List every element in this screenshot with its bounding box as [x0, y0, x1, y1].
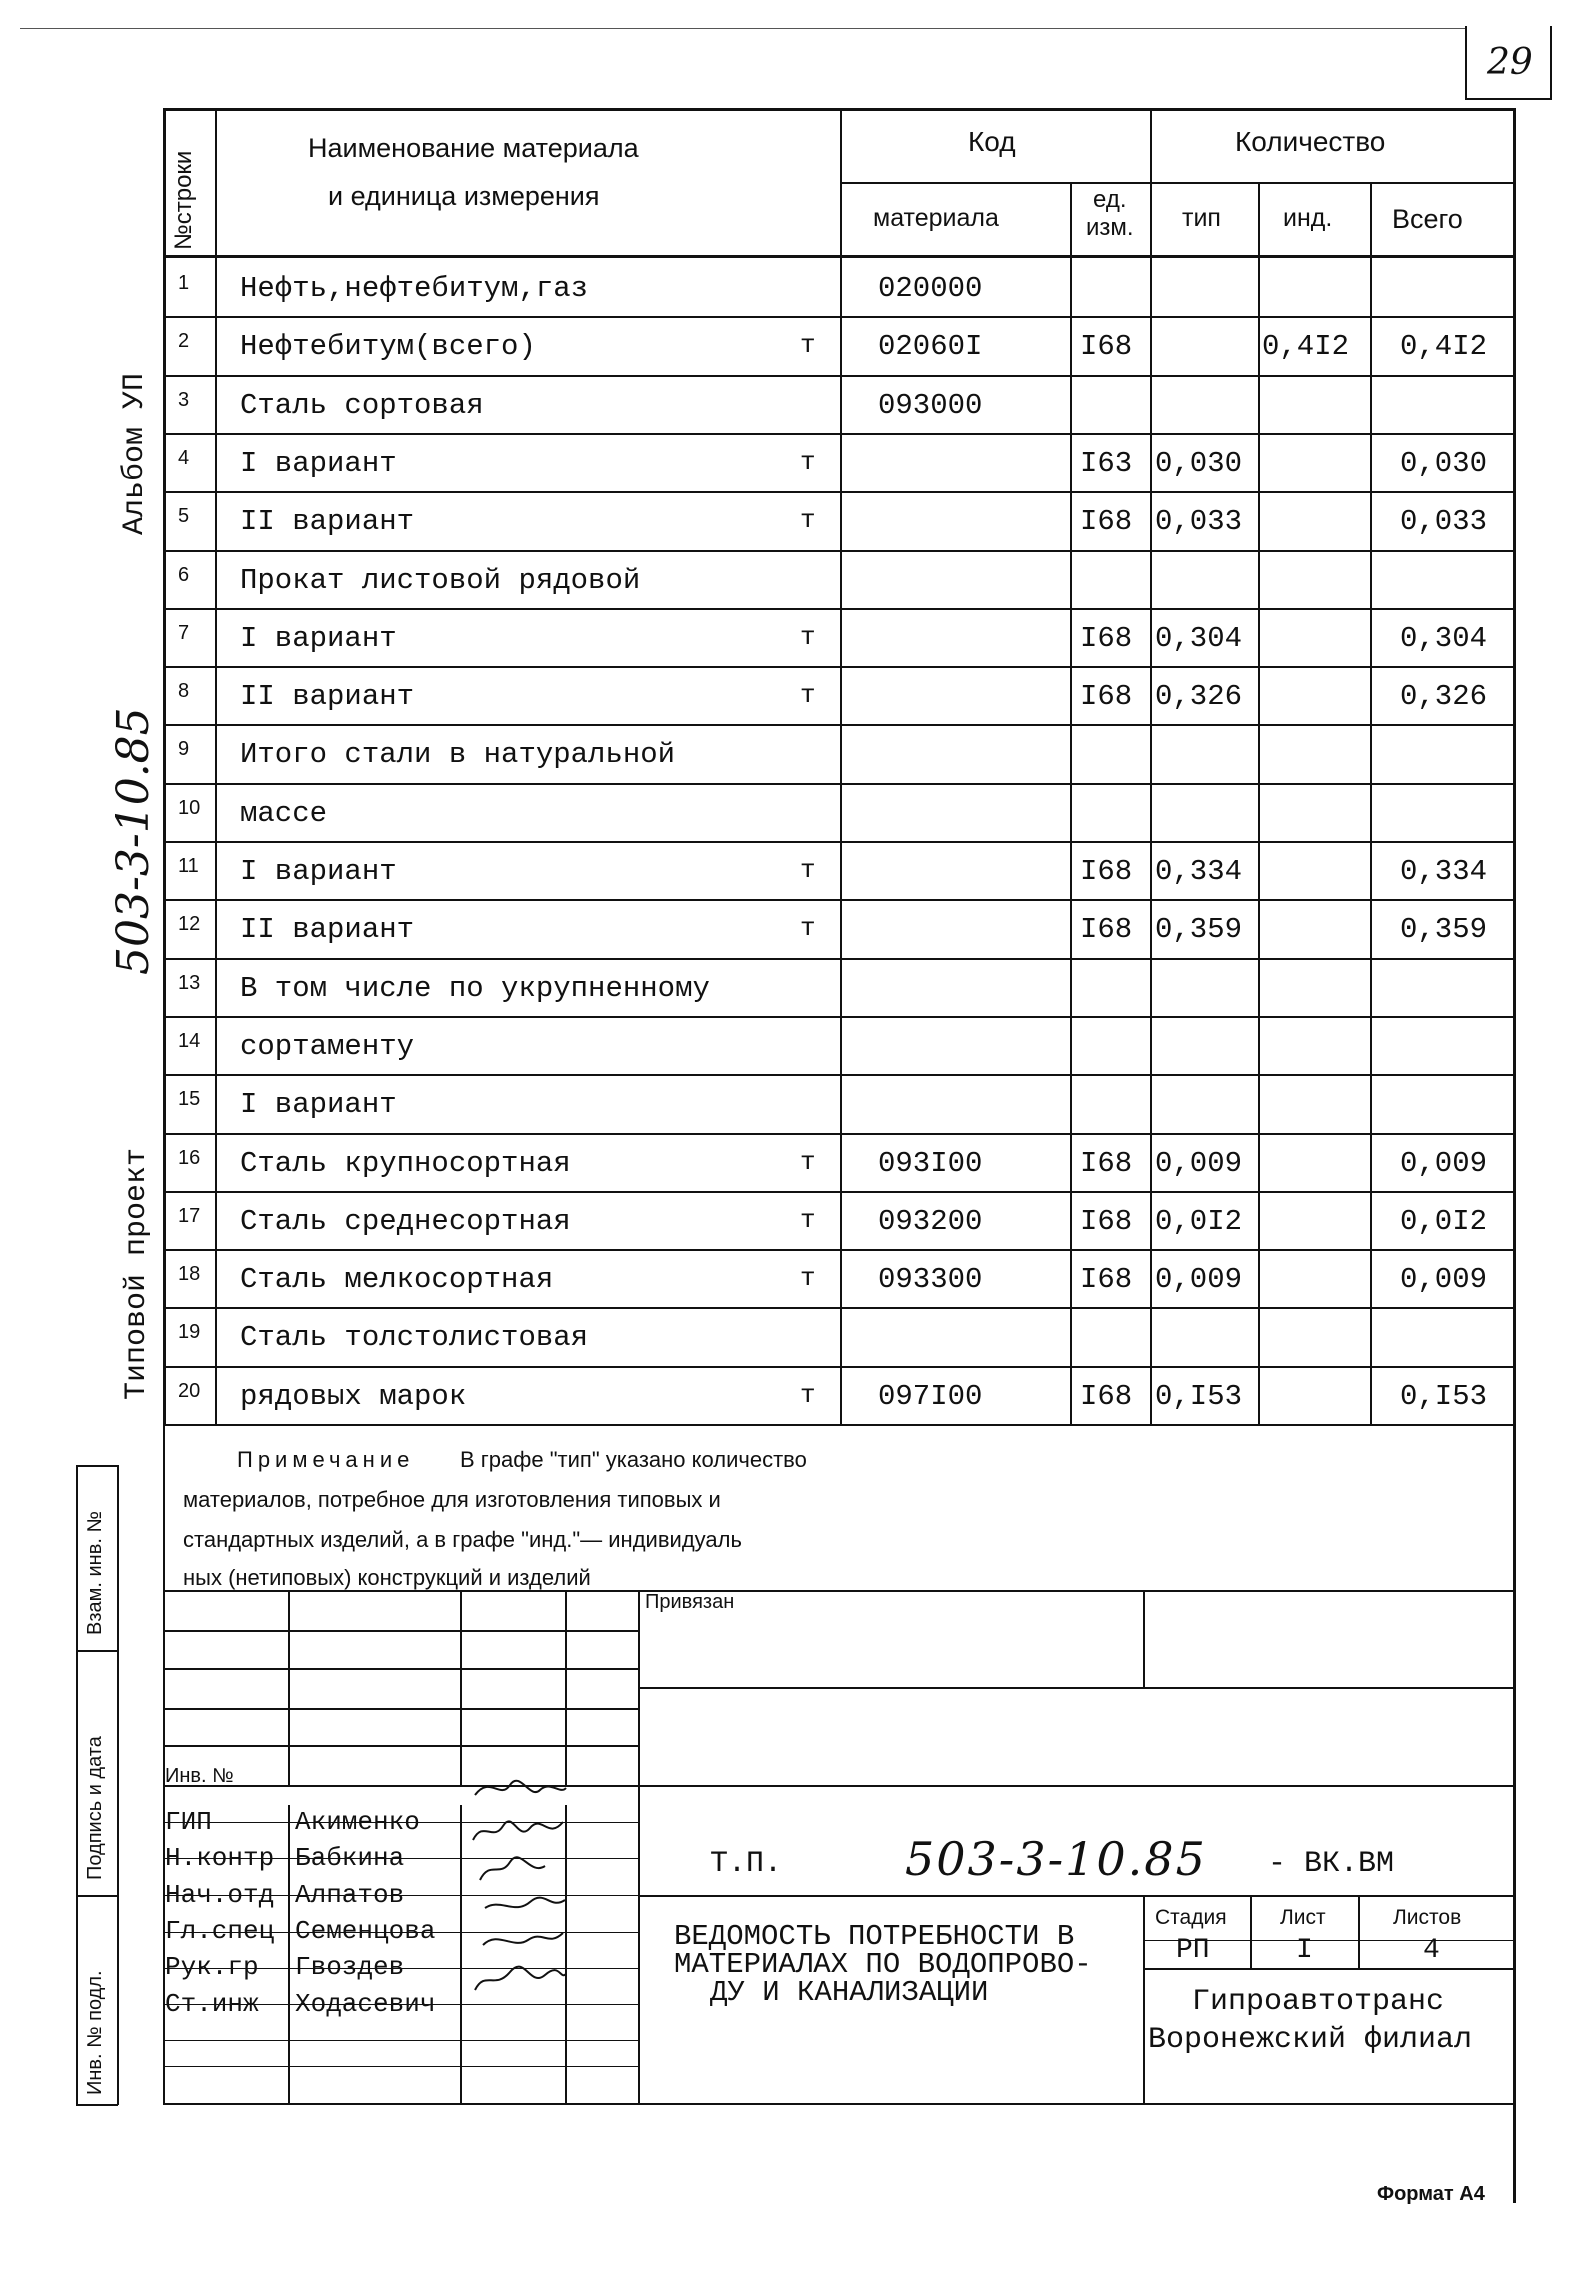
row-number: 14 [178, 1029, 201, 1052]
staff-name: Семенцова [295, 1915, 436, 1946]
row-number: 1 [178, 272, 190, 294]
signature-alpatov [475, 1850, 555, 1890]
row-number: 19 [178, 1321, 201, 1344]
signature-gvozdev [478, 1925, 568, 1955]
unit-code: I68 [1080, 1379, 1133, 1413]
doc-prefix: Т.П. [710, 1847, 783, 1881]
doc-number: 503-3-10.85 [905, 1832, 1207, 1886]
signature-sementsova [480, 1890, 570, 1920]
qty-total: 0,334 [1400, 855, 1488, 888]
unit-code: I68 [1080, 330, 1133, 364]
qty-total: 0,I53 [1400, 1379, 1488, 1413]
material-name: массе [240, 796, 328, 830]
qty-total: 0,359 [1400, 913, 1488, 947]
header-ind: инд. [1283, 204, 1333, 232]
qty-typ: 0,359 [1155, 913, 1243, 947]
staff-name: Акименко [295, 1807, 420, 1837]
privyazan-label: Привязан [645, 1591, 735, 1613]
header-total: Всего [1392, 204, 1463, 234]
row-divider [163, 550, 1515, 552]
unit-of-measure: т [800, 1204, 816, 1235]
row-divider [163, 841, 1515, 843]
row-number: 15 [178, 1088, 201, 1111]
unit-code: I68 [1080, 1146, 1133, 1180]
row-divider [163, 1366, 1515, 1368]
unit-of-measure: т [800, 680, 816, 711]
typical-project-label: Типовой проект [120, 1147, 154, 1400]
signature-khodasevich [470, 1960, 570, 2000]
row-divider [163, 958, 1515, 960]
row-number: 4 [178, 446, 190, 469]
staff-name: Алпатов [295, 1879, 405, 1910]
qty-total: 0,4I2 [1400, 330, 1488, 364]
qty-typ: 0,030 [1155, 446, 1243, 480]
header-material: материала [873, 204, 999, 232]
unit-of-measure: т [800, 621, 816, 652]
staff-name: Гвоздев [295, 1952, 405, 1983]
row-divider [163, 899, 1515, 901]
qty-typ: 0,304 [1155, 621, 1243, 655]
unit-code: I68 [1080, 680, 1133, 714]
row-number: 18 [178, 1263, 201, 1286]
material-name: II вариант [240, 505, 415, 539]
material-code: 097I00 [878, 1379, 983, 1413]
unit-code: I68 [1080, 621, 1133, 655]
material-name: Итого стали в натуральной [240, 738, 676, 772]
material-name: Прокат листовой рядовой [240, 563, 641, 597]
material-name: II вариант [240, 680, 415, 714]
material-name: I вариант [240, 446, 397, 480]
unit-of-measure: т [800, 1379, 816, 1410]
row-number: 2 [178, 330, 190, 353]
row-divider [163, 608, 1515, 610]
stamp-vzam-inv: Взам. инв. № [84, 1511, 106, 1635]
material-name: Сталь мелкосортная [240, 1263, 554, 1297]
signature-akimenko [470, 1770, 570, 1810]
row-divider [163, 1424, 1515, 1426]
row-divider [163, 375, 1515, 377]
page-number: 29 [1487, 42, 1533, 83]
row-number: 8 [178, 680, 190, 703]
row-divider [163, 316, 1515, 318]
qty-total: 0,326 [1400, 680, 1488, 714]
material-name: I вариант [240, 855, 397, 888]
unit-of-measure: т [800, 1146, 816, 1177]
header-unit-line1: ед. [1093, 186, 1127, 213]
material-name: В том числе по укрупненному [240, 971, 710, 1005]
material-code: 02060I [878, 330, 983, 364]
album-label: Альбом УП [118, 372, 152, 535]
note-line4: ных (нетиповых) конструкций и изделий [183, 1565, 591, 1590]
material-name: II вариант [240, 913, 415, 947]
row-number: 9 [178, 738, 190, 761]
material-name: Сталь сортовая [240, 388, 484, 422]
row-divider [163, 783, 1515, 785]
qty-ind: 0,4I2 [1262, 330, 1350, 364]
qty-typ: 0,0I2 [1155, 1204, 1243, 1238]
row-number: 16 [178, 1146, 201, 1169]
staff-role: ГИП [165, 1807, 212, 1837]
row-divider [163, 491, 1515, 493]
material-name: I вариант [240, 1088, 397, 1122]
stamp-inv-podl: Инв. № подл. [84, 1970, 106, 2095]
staff-role: Нач.отд [165, 1879, 275, 1910]
qty-total: 0,0I2 [1400, 1204, 1488, 1238]
row-divider [163, 1016, 1515, 1018]
unit-of-measure: т [800, 505, 816, 536]
qty-total: 0,030 [1400, 446, 1488, 480]
header-quantity: Количество [1235, 126, 1386, 157]
material-code: 020000 [878, 272, 983, 305]
staff-role: Рук.гр [165, 1952, 259, 1983]
unit-of-measure: т [800, 1263, 816, 1294]
row-number: 6 [178, 563, 190, 586]
material-name: Сталь толстолистовая [240, 1321, 589, 1355]
note-lead: Примечание [237, 1447, 415, 1472]
row-number: 3 [178, 388, 190, 411]
row-divider [163, 433, 1515, 435]
note-line1: В графе "тип" указано количество [460, 1447, 807, 1472]
row-number: 17 [178, 1204, 201, 1227]
row-number: 11 [178, 855, 199, 877]
staff-role: Ст.инж [165, 1988, 259, 2019]
unit-code: I68 [1080, 1204, 1133, 1238]
material-name: Нефтебитум(всего) [240, 330, 536, 364]
material-code: 093000 [878, 388, 983, 422]
stage-value: РП [1176, 1935, 1210, 1966]
material-code: 093200 [878, 1204, 983, 1238]
signature-babkina [468, 1812, 568, 1852]
material-name: рядовых марок [240, 1379, 467, 1413]
title-line2: МАТЕРИАЛАХ ПО ВОДОПРОВО- [674, 1948, 1092, 1981]
qty-total: 0,009 [1400, 1146, 1488, 1180]
format-label: Формат А4 [1377, 2183, 1485, 2205]
staff-role: Гл.спец [165, 1915, 275, 1946]
sheets-value: 4 [1423, 1935, 1440, 1966]
row-divider [163, 1133, 1515, 1135]
row-divider [163, 724, 1515, 726]
material-name: Нефть,нефтебитум,газ [240, 272, 589, 305]
qty-typ: 0,I53 [1155, 1379, 1243, 1413]
inv-no-label: Инв. № [165, 1765, 234, 1787]
staff-name: Бабкина [295, 1843, 405, 1874]
qty-typ: 0,033 [1155, 505, 1243, 539]
doc-suffix: - ВК.ВМ [1268, 1847, 1395, 1881]
staff-name: Ходасевич [295, 1988, 436, 2019]
material-name: Сталь среднесортная [240, 1204, 571, 1238]
row-number: 13 [178, 971, 201, 994]
sheets-label: Листов [1393, 1906, 1462, 1929]
header-typ: тип [1182, 204, 1221, 232]
row-divider [163, 1191, 1515, 1193]
row-number: 10 [178, 796, 201, 819]
unit-code: I63 [1080, 446, 1133, 480]
unit-code: I68 [1080, 855, 1133, 888]
material-name: сортаменту [240, 1029, 415, 1063]
row-divider [163, 1074, 1515, 1076]
org-line2: Воронежский филиал [1148, 2023, 1473, 2057]
sheet-value: I [1296, 1935, 1313, 1966]
note-line3: стандартных изделий, а в графе "инд."— индивидуаль [183, 1527, 742, 1552]
org-line1: Гипроавтотранс [1192, 1985, 1445, 2019]
staff-role: Н.контр [165, 1843, 275, 1874]
row-divider [163, 666, 1515, 668]
material-name: Сталь крупносортная [240, 1146, 571, 1180]
row-divider [163, 1249, 1515, 1251]
qty-typ: 0,009 [1155, 1146, 1243, 1180]
unit-of-measure: т [800, 855, 816, 885]
note-line2: материалов, потребное для изготовления типовых и [183, 1487, 721, 1512]
side-project-code: 503-3-10.85 [108, 707, 159, 975]
unit-of-measure: т [800, 913, 816, 944]
qty-total: 0,009 [1400, 1263, 1488, 1297]
row-number: 7 [178, 621, 190, 644]
header-name-line2: и единица измерения [328, 181, 600, 211]
row-divider [163, 1307, 1515, 1309]
unit-of-measure: т [800, 330, 816, 361]
qty-typ: 0,326 [1155, 680, 1243, 714]
header-code: Код [968, 126, 1016, 157]
title-line1: ВЕДОМОСТЬ ПОТРЕБНОСТИ В [674, 1920, 1075, 1953]
stage-label: Стадия [1155, 1906, 1227, 1929]
row-number: 5 [178, 505, 190, 528]
sheet-label: Лист [1280, 1906, 1326, 1929]
title-line3: ДУ И КАНАЛИЗАЦИИ [710, 1976, 989, 2009]
material-name: I вариант [240, 621, 397, 655]
row-number: 12 [178, 913, 201, 936]
row-number: 20 [178, 1379, 201, 1402]
qty-total: 0,304 [1400, 621, 1488, 655]
header-name-line1: Наименование материала [308, 133, 639, 163]
unit-code: I68 [1080, 505, 1133, 539]
header-unit-line2: изм. [1086, 214, 1134, 241]
unit-code: I68 [1080, 913, 1133, 947]
stamp-podpis-data: Подпись и дата [84, 1736, 106, 1880]
rows-header-label: №строки [170, 150, 197, 250]
qty-typ: 0,009 [1155, 1263, 1243, 1297]
material-code: 093I00 [878, 1146, 983, 1180]
qty-total: 0,033 [1400, 505, 1488, 539]
qty-typ: 0,334 [1155, 855, 1243, 888]
material-code: 093300 [878, 1263, 983, 1297]
unit-code: I68 [1080, 1263, 1133, 1297]
unit-of-measure: т [800, 446, 816, 477]
